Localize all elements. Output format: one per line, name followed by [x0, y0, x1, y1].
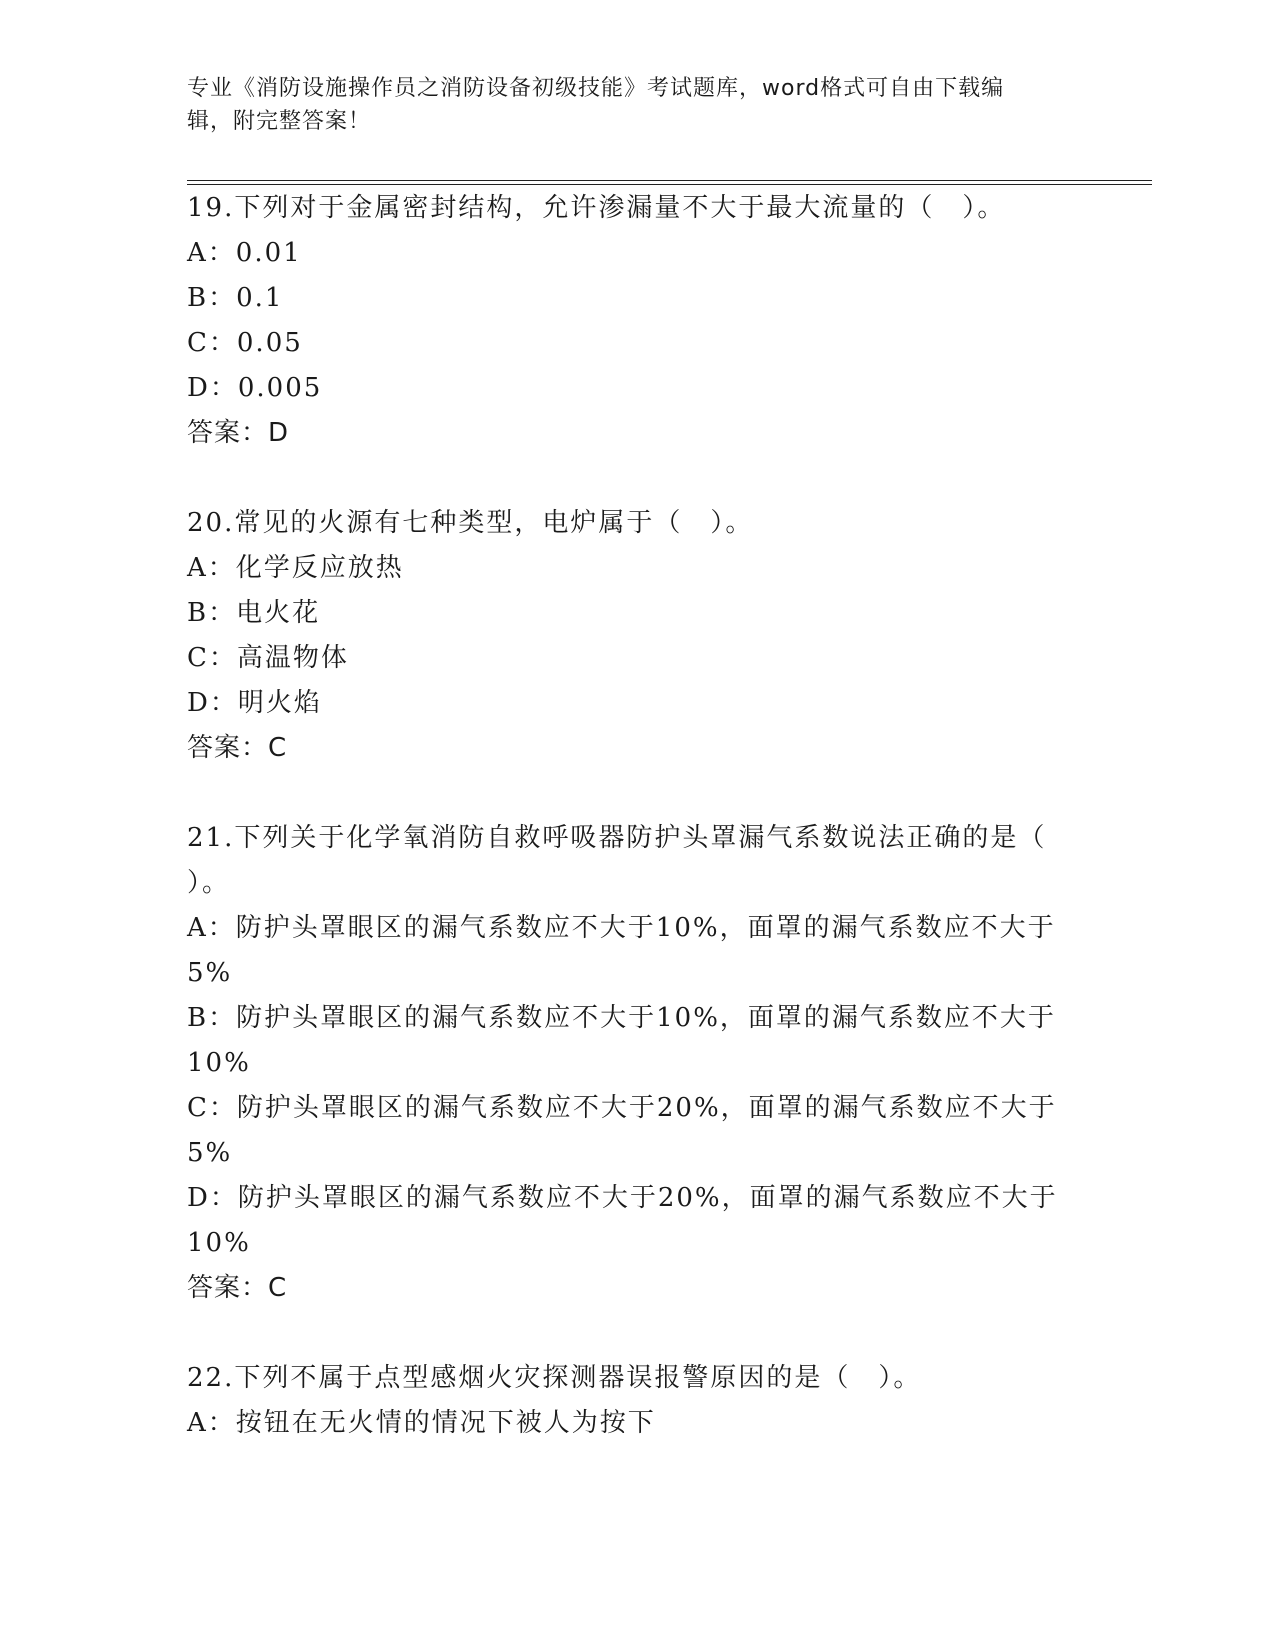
question-21-option-b-line-2: 10% — [187, 1048, 251, 1078]
header-line-1: 专业《消防设施操作员之消防设备初级技能》考试题库，word格式可自由下载编 — [187, 76, 1005, 101]
header-line-2: 辑，附完整答案！ — [187, 109, 372, 134]
question-20-stem: 20.常见的火源有七种类型，电炉属于（ ）。 — [187, 508, 754, 538]
question-20-option-a: A：化学反应放热 — [187, 553, 404, 583]
question-21-answer: 答案：C — [187, 1273, 288, 1303]
question-19-stem: 19.下列对于金属密封结构，允许渗漏量不大于最大流量的（ ）。 — [187, 193, 1006, 223]
question-22-stem: 22.下列不属于点型感烟火灾探测器误报警原因的是（ ）。 — [187, 1363, 922, 1393]
question-20-option-d: D：明火焰 — [187, 688, 322, 718]
question-19-answer: 答案：D — [187, 418, 290, 448]
document-header — [187, 72, 1067, 138]
question-21-option-a-line-2: 5% — [187, 958, 233, 988]
question-20-option-c: C：高温物体 — [187, 643, 349, 673]
question-21-option-d-line-2: 10% — [187, 1228, 251, 1258]
question-19-option-a: A：0.01 — [187, 238, 302, 268]
question-19-option-c: C：0.05 — [187, 328, 303, 358]
question-20-answer: 答案：C — [187, 733, 288, 763]
question-20-option-b: B：电火花 — [187, 598, 321, 628]
question-21-option-b-line-1: B：防护头罩眼区的漏气系数应不大于10%，面罩的漏气系数应不大于 — [187, 1003, 1056, 1033]
question-21-option-c-line-2: 5% — [187, 1138, 233, 1168]
question-21-stem-line-2: ）。 — [187, 868, 231, 898]
question-21-option-d-line-1: D：防护头罩眼区的漏气系数应不大于20%，面罩的漏气系数应不大于 — [187, 1183, 1058, 1213]
question-19-option-d: D：0.005 — [187, 373, 323, 403]
header-divider-bottom — [187, 184, 1152, 185]
question-21-option-c-line-1: C：防护头罩眼区的漏气系数应不大于20%，面罩的漏气系数应不大于 — [187, 1093, 1057, 1123]
question-21-option-a-line-1: A：防护头罩眼区的漏气系数应不大于10%，面罩的漏气系数应不大于 — [187, 913, 1056, 943]
question-21-stem-line-1: 21.下列关于化学氧消防自救呼吸器防护头罩漏气系数说法正确的是（ — [187, 823, 1047, 853]
header-divider-top — [187, 180, 1152, 181]
question-19-option-b: B：0.1 — [187, 283, 284, 313]
question-22-option-a: A：按钮在无火情的情况下被人为按下 — [187, 1408, 656, 1438]
